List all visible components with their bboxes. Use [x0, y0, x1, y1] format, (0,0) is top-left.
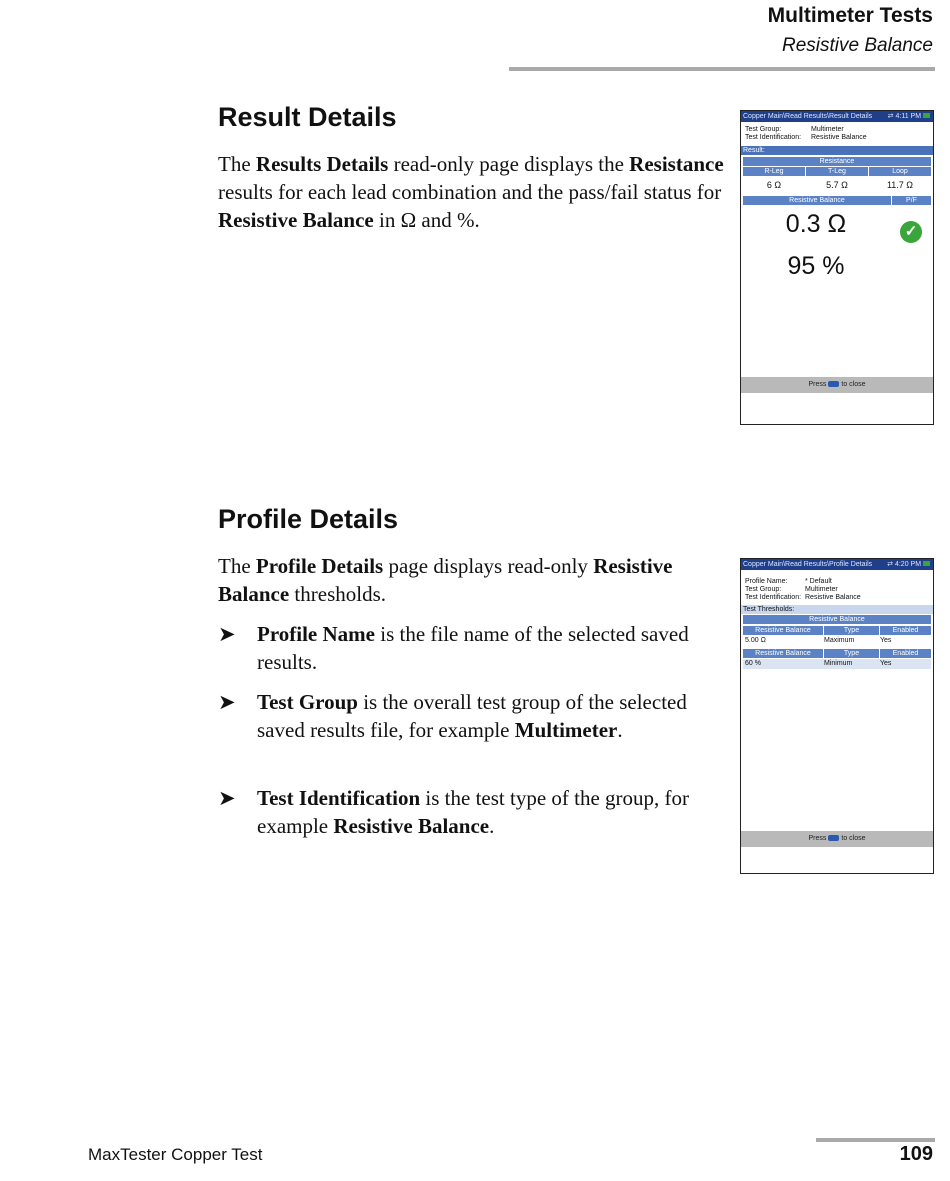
label: Test Group:: [745, 586, 782, 593]
bold-run: Profile Name: [257, 622, 375, 646]
col-loop: Loop: [869, 167, 931, 176]
footer-doc-title: MaxTester Copper Test: [88, 1145, 263, 1164]
cell: 5.00 Ω: [745, 637, 766, 644]
page-header-title: Multimeter Tests: [767, 4, 933, 27]
result-details-heading: Result Details: [218, 102, 397, 132]
col-type: Type: [824, 626, 879, 635]
col-tleg: T-Leg: [806, 167, 868, 176]
label: Test Identification:: [745, 134, 802, 141]
cell: Yes: [880, 660, 892, 667]
bullet-text: [257, 620, 737, 676]
label: Test Group:: [745, 126, 782, 133]
result-details-screenshot: [740, 110, 934, 425]
value-tleg: 5.7 Ω: [826, 180, 848, 190]
bold-run: Resistive Balance: [218, 208, 374, 232]
value-loop: 11.7 Ω: [886, 180, 914, 190]
text-run: in Ω and %.: [373, 208, 480, 232]
value: Multimeter: [805, 586, 838, 593]
close-hint-bar[interactable]: [741, 377, 933, 393]
thresholds-band: Test Thresholds:: [741, 605, 933, 614]
text-run: .: [489, 814, 495, 838]
bullet-arrow-icon: ➤: [218, 786, 236, 810]
text-run: is the overall test group of the selected saved results file, for example: [257, 690, 687, 742]
bold-run: Results Details: [255, 152, 389, 176]
pf-header: P/F: [892, 196, 931, 205]
pass-check-icon: ✓: [900, 221, 922, 243]
clock: 4:11 PM: [895, 113, 922, 120]
back-arrow-icon: [828, 835, 839, 841]
value-rleg: 6 Ω: [766, 180, 782, 190]
table-row: [743, 636, 931, 646]
col-enabled: Enabled: [880, 649, 931, 658]
balance-percent-value: 95 %: [787, 252, 845, 280]
clock: 4:20 PM: [894, 561, 922, 568]
resistance-header: Resistance: [743, 157, 931, 166]
col-type: Type: [824, 649, 879, 658]
result-details-paragraph: [218, 150, 736, 234]
bold-run: Multimeter: [514, 718, 618, 742]
info-block: [745, 126, 930, 144]
bullet-text: [257, 688, 737, 744]
bullet-text: [257, 784, 737, 840]
text-run: page displays read-only: [383, 554, 594, 578]
value: Resistive Balance: [811, 134, 867, 141]
text-run: results for each lead combination and the pass/fail status for: [218, 180, 722, 204]
bold-run: Test Group: [257, 690, 358, 714]
text-run: is the file name of the selected saved results.: [257, 622, 689, 674]
value: * Default: [805, 578, 832, 585]
cell: Yes: [880, 637, 892, 644]
rb-header: Resistive Balance: [743, 196, 891, 205]
hint-text: to close: [841, 835, 866, 842]
profile-details-paragraph: [218, 552, 736, 608]
profile-details-screenshot: [740, 558, 934, 874]
status-bar: [741, 559, 933, 570]
bold-run: Resistive Balance: [218, 554, 673, 606]
result-band: Result:: [741, 146, 933, 155]
status-time: ⇄ 4:11 PM: [888, 111, 930, 122]
bold-run: Resistance: [629, 152, 724, 176]
hint-text: Press: [808, 835, 827, 842]
col-balance: Resistive Balance: [743, 626, 823, 635]
cell: Maximum: [824, 637, 855, 644]
text-run: thresholds.: [289, 582, 386, 606]
cell: 60 %: [745, 660, 761, 667]
status-bar: [741, 111, 933, 122]
bullet-arrow-icon: ➤: [218, 690, 236, 714]
label: Profile Name:: [745, 578, 788, 585]
bold-run: Profile Details: [255, 554, 384, 578]
cell: Minimum: [824, 660, 853, 667]
text-run: is the test type of the group, for example: [257, 786, 690, 838]
footer-rule: [816, 1138, 935, 1142]
hint-text: to close: [841, 381, 866, 388]
table-row: [743, 659, 931, 669]
close-hint-bar[interactable]: [741, 831, 933, 847]
bold-run: Resistive Balance: [333, 814, 490, 838]
battery-icon: [923, 113, 930, 118]
profile-details-heading: Profile Details: [218, 504, 399, 534]
status-time: ⇄ 4:20 PM: [887, 559, 930, 570]
breadcrumb: Copper Main\Read Results\Result Details: [743, 113, 873, 120]
back-arrow-icon: [828, 381, 839, 387]
info-block: [745, 578, 930, 604]
text-run: .: [617, 718, 623, 742]
text-run: The: [218, 554, 256, 578]
text-run: read-only page displays the: [388, 152, 630, 176]
page-number: 109: [899, 1143, 933, 1165]
rb-header: Resistive Balance: [743, 615, 931, 624]
col-enabled: Enabled: [880, 626, 931, 635]
battery-icon: [923, 561, 930, 566]
breadcrumb: Copper Main\Read Results\Profile Details: [743, 561, 873, 568]
bullet-arrow-icon: ➤: [218, 622, 236, 646]
text-run: The: [218, 152, 256, 176]
balance-ohm-value: 0.3 Ω: [785, 210, 847, 238]
header-rule: [509, 67, 935, 71]
col-rleg: R-Leg: [743, 167, 805, 176]
value: Resistive Balance: [805, 594, 861, 601]
hint-text: Press: [808, 381, 827, 388]
page-header-subtitle: Resistive Balance: [781, 35, 933, 56]
label: Test Identification:: [745, 594, 802, 601]
value: Multimeter: [811, 126, 844, 133]
col-balance: Resistive Balance: [743, 649, 823, 658]
bold-run: Test Identification: [257, 786, 421, 810]
